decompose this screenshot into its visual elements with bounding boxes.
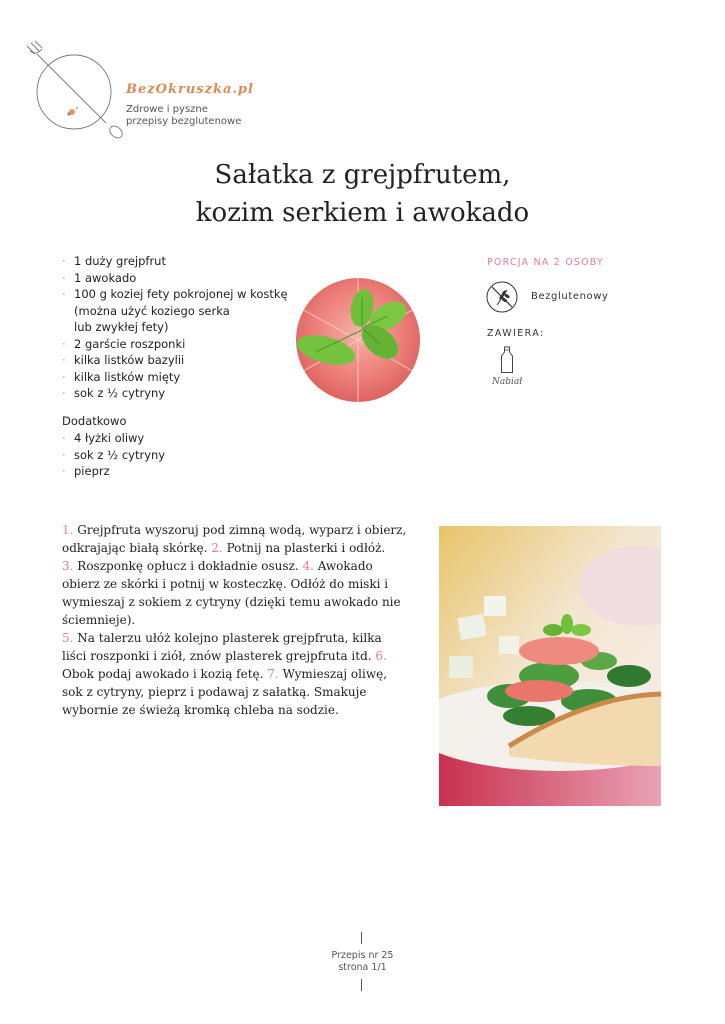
ingredient-item: · 1 duży grejpfrut xyxy=(62,254,166,268)
step-number: 2. xyxy=(211,541,223,555)
gluten-free-label: Bezglutenowy xyxy=(531,291,609,302)
step-text: Grejpfruta wyszoruj pod zimną wodą, wyparz i obierz, odkrajając białą skórkę. xyxy=(62,523,407,555)
ingredient-item: · sok z ½ cytryny xyxy=(62,386,166,400)
grapefruit-basil-image xyxy=(296,278,420,402)
extra-item: · pieprz xyxy=(62,464,110,478)
salad-photo xyxy=(439,526,661,806)
dairy-label: Nabiał xyxy=(492,377,523,387)
page-number: strona 1/1 xyxy=(338,962,387,973)
step-text: Roszponkę opłucz i dokładnie osusz. xyxy=(77,559,299,573)
step-number: 1. xyxy=(62,523,74,537)
ingredient-item: · 100 g koziej fety pokrojonej w kostkę (można użyć koziego serka lub zwykłej fety) xyxy=(62,286,292,336)
brand-name: BezOkruszka.pl xyxy=(126,82,254,97)
ingredient-note: lub zwykłej fety) xyxy=(74,320,169,334)
step-text: Na talerzu ułóż kolejno plasterek grejpfruta, kilka liści roszponki i ziół, znów plasterek grejpfruta itd. xyxy=(62,631,382,663)
ingredient-note: (można użyć koziego serka xyxy=(74,303,230,318)
footer-divider-top xyxy=(361,932,362,944)
footer-divider-bottom xyxy=(361,979,362,991)
brand-tagline-line1: Zdrowe i pyszne xyxy=(126,104,208,115)
contains-heading: ZAWIERA: xyxy=(487,328,545,339)
step-number: 6. xyxy=(375,649,387,663)
step-text: Wymieszaj oliwę, sok z cytryny, pieprz i podawaj z sałatką. Smakuje wybornie ze świeżą kromką chleba na sodzie. xyxy=(62,667,388,717)
footer xyxy=(0,950,725,974)
recipe-title-line1: Sałatka z grejpfrutem, xyxy=(214,160,511,190)
gluten-free-icon xyxy=(486,281,518,313)
step-text: Awokado obierz ze skórki i potnij w kosteczkę. Odłóż do miski i wymieszaj z sokiem z cytryny (dzięki temu awokado nie ściemnieje). xyxy=(62,559,401,627)
brand-tagline-line2: przepisy bezglutenowe xyxy=(126,116,242,127)
portion-label: PORCJA NA 2 OSOBY xyxy=(487,257,604,268)
recipe-number: Przepis nr 25 xyxy=(331,950,394,961)
milk-bottle-icon xyxy=(500,346,514,374)
step-number: 5. xyxy=(62,631,74,645)
ingredients-list xyxy=(62,253,292,402)
brand-tagline xyxy=(126,104,266,128)
extra-item: · 4 łyżki oliwy xyxy=(62,431,145,445)
ingredient-item: · kilka listków bazylii xyxy=(62,353,185,367)
step-number: 3. xyxy=(62,559,74,573)
step-number: 4. xyxy=(302,559,314,573)
step-text: Obok podaj awokado i kozią fetę. xyxy=(62,667,264,681)
ingredient-item: · 1 awokado xyxy=(62,270,137,285)
step-text: Potnij na plasterki i odłóż. xyxy=(226,541,386,555)
logo-fork-plate-icon xyxy=(22,40,132,145)
ingredient-item: · 2 garście roszponki xyxy=(62,336,186,351)
recipe-title xyxy=(0,156,725,232)
preparation-steps xyxy=(62,521,407,719)
step-number: 7. xyxy=(267,667,279,681)
extras-list xyxy=(62,430,262,480)
recipe-title-line2: kozim serkiem i awokado xyxy=(195,198,530,228)
ingredient-item: · kilka listków mięty xyxy=(62,369,181,384)
extra-item: · sok z ½ cytryny xyxy=(62,447,166,462)
extras-heading: Dodatkowo xyxy=(62,414,127,428)
